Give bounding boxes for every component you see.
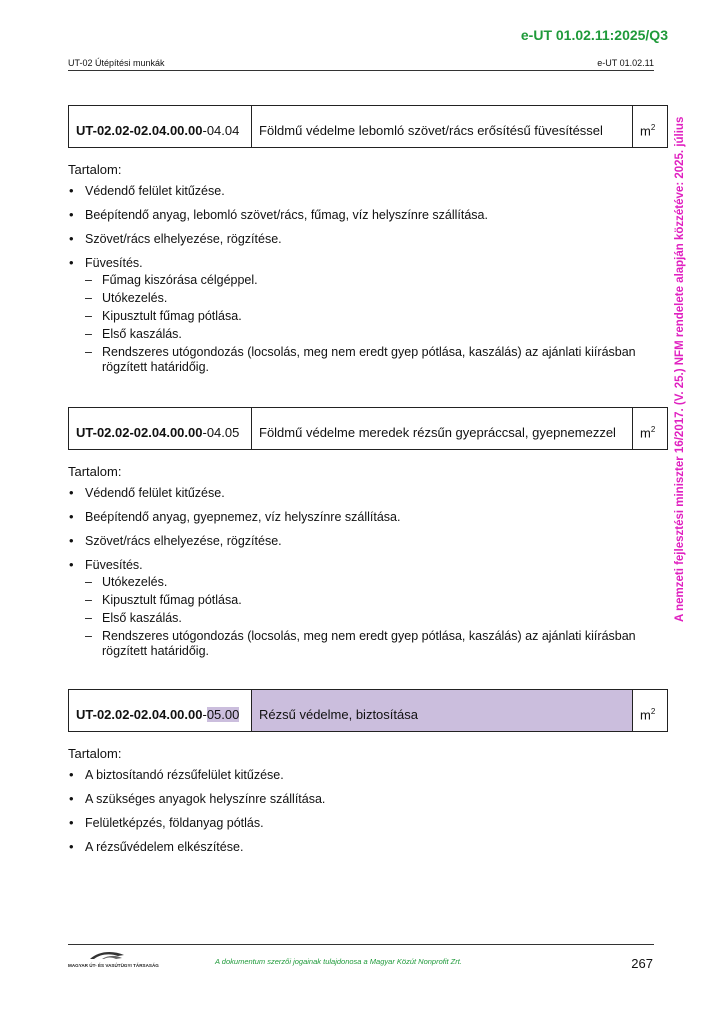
item-unit: $m^2$ — [633, 106, 668, 148]
side-publication-note: A nemzeti fejlesztési miniszter 16/2017. (V. 25.) NFM rendelete alapján közzétéve: 2025. július — [674, 116, 686, 622]
list-item: • Beépítendő anyag, lebomló szövet/rács, fűmag, víz helyszínre szállítása. — [68, 207, 668, 223]
svg-text:MAGYAR ÚT- ÉS VASÚTÜGYI TÁRSAS: MAGYAR ÚT- ÉS VASÚTÜGYI TÁRSASÁG — [68, 963, 159, 968]
item-code: UT-02.02-02.04.00.00-05.00 — [69, 690, 252, 732]
sub-list-item: – Rendszeres utógondozás (locsolás, meg nem eredt gyep pótlása, kaszálás) az ajánlati kiírásban rögzített határidőig. — [85, 629, 668, 659]
content-label: Tartalom: — [68, 162, 122, 177]
list-item: • Védendő felület kitűzése. — [68, 183, 668, 199]
header-left: UT-02 Útépítési munkák — [68, 58, 165, 68]
item-title: Földmű védelme meredek rézsűn gyepráccsal, gyepnemezzel — [252, 408, 633, 450]
sub-list — [85, 575, 668, 659]
item-code: UT-02.02-02.04.00.00-04.05 — [69, 408, 252, 450]
list-item: • A szükséges anyagok helyszínre szállítása. — [68, 791, 668, 807]
sub-list-item: – Fűmag kiszórása célgéppel. — [85, 273, 668, 288]
list-item: • Felületképzés, földanyag pótlás. — [68, 815, 668, 831]
section-04-05 — [68, 407, 668, 667]
sub-list — [85, 273, 668, 375]
list-item: • Szövet/rács elhelyezése, rögzítése. — [68, 231, 668, 247]
page-header — [68, 58, 654, 71]
item-unit: $m^2$ — [633, 408, 668, 450]
list-item: • Beépítendő anyag, gyepnemez, víz helyszínre szállítása. — [68, 509, 668, 525]
content-list — [68, 485, 668, 659]
logo-swoosh-icon — [68, 950, 168, 970]
item-title: Földmű védelme lebomló szövet/rács erősítésű füvesítéssel — [252, 106, 633, 148]
item-unit: $m^2$ — [633, 690, 668, 732]
sub-list-item: – Rendszeres utógondozás (locsolás, meg nem eredt gyep pótlása, kaszálás) az ajánlati kiírásban rögzített határidőig. — [85, 345, 668, 375]
sub-list-item: – Utókezelés. — [85, 575, 668, 590]
item-title: Rézsű védelme, biztosítása — [252, 690, 633, 732]
document-code: e-UT 01.02.11:2025/Q3 — [520, 27, 668, 43]
item-code-table — [68, 105, 668, 148]
list-item: • Füvesítés. – Utókezelés. – Kipusztult fűmag pótlása. – Első kaszálás. – Rendszeres utógondozás (locsolás, meg nem eredt gyep pótlása, kaszálás) az ajánlati kiírásban rögzített határidőig. — [68, 557, 668, 659]
footer-divider — [68, 944, 654, 945]
section-05-00 — [68, 689, 668, 863]
sub-list-item: – Első kaszálás. — [85, 327, 668, 342]
list-item: • Védendő felület kitűzése. — [68, 485, 668, 501]
list-item: • Szövet/rács elhelyezése, rögzítése. — [68, 533, 668, 549]
section-04-04 — [68, 105, 668, 383]
list-item: • A rézsűvédelem elkészítése. — [68, 839, 668, 855]
item-code: UT-02.02-02.04.00.00-04.04 — [69, 106, 252, 148]
sub-list-item: – Kipusztult fűmag pótlása. — [85, 309, 668, 324]
content-list — [68, 183, 668, 375]
header-right: e-UT 01.02.11 — [597, 58, 654, 68]
list-item: • A biztosítandó rézsűfelület kitűzése. — [68, 767, 668, 783]
content-label: Tartalom: — [68, 464, 122, 479]
society-logo — [68, 950, 168, 970]
content-label: Tartalom: — [68, 746, 122, 761]
item-code-table — [68, 689, 668, 732]
sub-list-item: – Első kaszálás. — [85, 611, 668, 626]
list-item: • Füvesítés. – Fűmag kiszórása célgéppel. – Utókezelés. – Kipusztult fűmag pótlása. – Első kaszálás. – Rendszeres utógondozás (locsolás, meg nem eredt gyep pótlása, kaszálás) az ajánlati kiírásban rögzített határidőig. — [68, 255, 668, 375]
sub-list-item: – Kipusztult fűmag pótlása. — [85, 593, 668, 608]
page-number: 267 — [631, 956, 653, 971]
item-code-table — [68, 407, 668, 450]
sub-list-item: – Utókezelés. — [85, 291, 668, 306]
content-list — [68, 767, 668, 855]
copyright-note: A dokumentum szerzői jogainak tulajdonosa a Magyar Közút Nonprofit Zrt. — [215, 957, 462, 966]
